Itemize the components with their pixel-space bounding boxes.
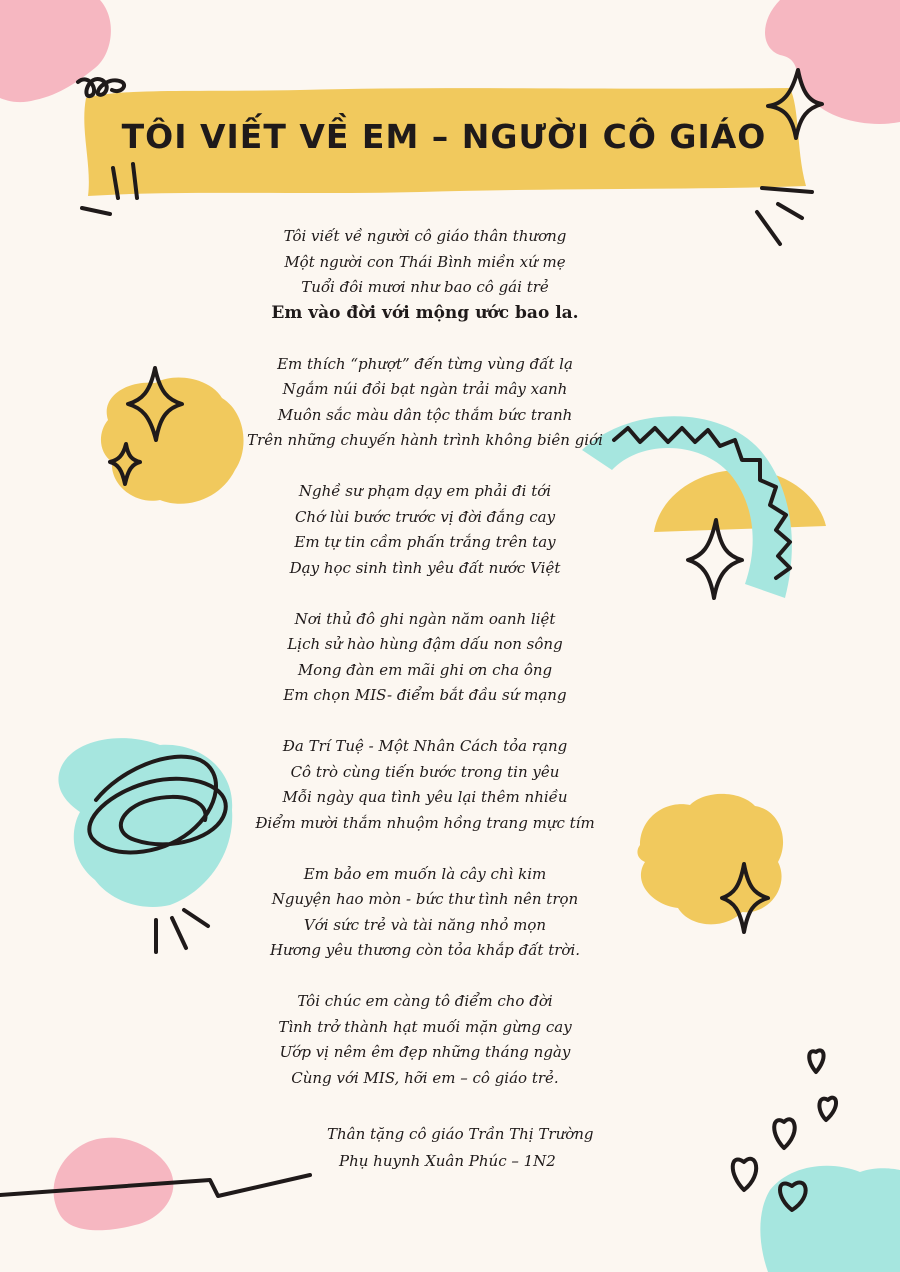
- poem-line: Tình trở thành hạt muối mặn gừng cay: [278, 1017, 572, 1036]
- poem-line: Trên những chuyến hành trình không biên giới: [247, 431, 603, 449]
- poem-line: Một người con Thái Bình miền xứ mẹ: [284, 252, 566, 271]
- teal-blob-bottom-right: [760, 1166, 900, 1272]
- dedication-line-2: Phụ huynh Xuân Phúc – 1N2: [339, 1152, 556, 1170]
- poem-line: Cùng với MIS, hỡi em – cô giáo trẻ.: [291, 1068, 559, 1087]
- poem-line: Tôi viết về người cô giáo thân thương: [283, 227, 567, 245]
- stanza-5: [205, 734, 645, 836]
- stanza-3: [205, 479, 645, 581]
- poem-line: Em chọn MIS- điểm bắt đầu sứ mạng: [283, 686, 567, 704]
- poem-line: Cô trò cùng tiến bước trong tin yêu: [290, 762, 560, 781]
- heart-icon-2: [819, 1098, 836, 1120]
- poem-line: Nơi thủ đô ghi ngàn năm oanh liệt: [294, 609, 556, 628]
- tick-marks-top-right: [757, 188, 812, 244]
- poem-line: Ngắm núi đồi bạt ngàn trải mây xanh: [282, 380, 568, 398]
- poem-line: Em thích “phượt” đến từng vùng đất lạ: [277, 354, 573, 373]
- poem-line: Đa Trí Tuệ - Một Nhân Cách tỏa rạng: [282, 737, 568, 755]
- poem-line: Hương yêu thương còn tỏa khắp đất trời.: [269, 941, 581, 959]
- title-banner: [84, 88, 804, 184]
- stanza-7: [205, 989, 645, 1091]
- poem-line: Em tự tin cầm phấn trắng trên tay: [294, 533, 556, 551]
- heart-icon-1: [809, 1050, 823, 1072]
- poem-line: Tuổi đôi mươi như bao cô gái trẻ: [301, 278, 549, 296]
- stanza-2: [205, 352, 645, 454]
- heart-icon-3: [774, 1119, 794, 1148]
- poem-line: Em bảo em muốn là cây chì kim: [303, 864, 547, 883]
- dedication-line-1: Thân tặng cô giáo Trần Thị Trường: [327, 1125, 594, 1143]
- poem-line: Muôn sắc màu dân tộc thắm bức tranh: [277, 405, 573, 424]
- yellow-blob-mid-right: [637, 794, 783, 924]
- stanza-1: [205, 224, 645, 326]
- poem-line: Nghề sư phạm dạy em phải đi tới: [298, 482, 552, 500]
- sparkle-icon-mid-right: [688, 520, 742, 598]
- tick-marks-bottom-left: [156, 910, 208, 952]
- poem-line: Dạy học sinh tình yêu đất nước Việt: [289, 558, 561, 577]
- poem-line: Lịch sử hào hùng đậm dấu non sông: [287, 635, 563, 653]
- poem-line: Nguyện hao mòn - bức thư tình nên trọn: [271, 890, 579, 908]
- dedication: [327, 1121, 594, 1175]
- poem: [205, 224, 645, 1117]
- page-title: TÔI VIẾT VỀ EM – NGƯỜI CÔ GIÁO: [121, 116, 767, 156]
- stanza-4: [205, 607, 645, 709]
- poem-line: Em vào đời với mộng ước bao la.: [271, 302, 579, 323]
- poem-line: Mong đàn em mãi ghi ơn cha ông: [297, 660, 553, 679]
- stanza-6: [205, 862, 645, 964]
- poem-line: Tôi chúc em càng tô điểm cho đời: [297, 992, 553, 1010]
- poem-line: Mỗi ngày qua tình yêu lại thêm nhiều: [282, 788, 568, 806]
- poem-line: Với sức trẻ và tài năng nhỏ mọn: [303, 915, 547, 934]
- heart-icon-4: [733, 1159, 756, 1190]
- poem-line: Ướp vị nêm êm đẹp những tháng ngày: [279, 1043, 571, 1061]
- poem-line: Chớ lùi bước trước vị đời đắng cay: [294, 507, 556, 526]
- poem-line: Điểm mười thắm nhuộm hồng trang mực tím: [255, 813, 595, 832]
